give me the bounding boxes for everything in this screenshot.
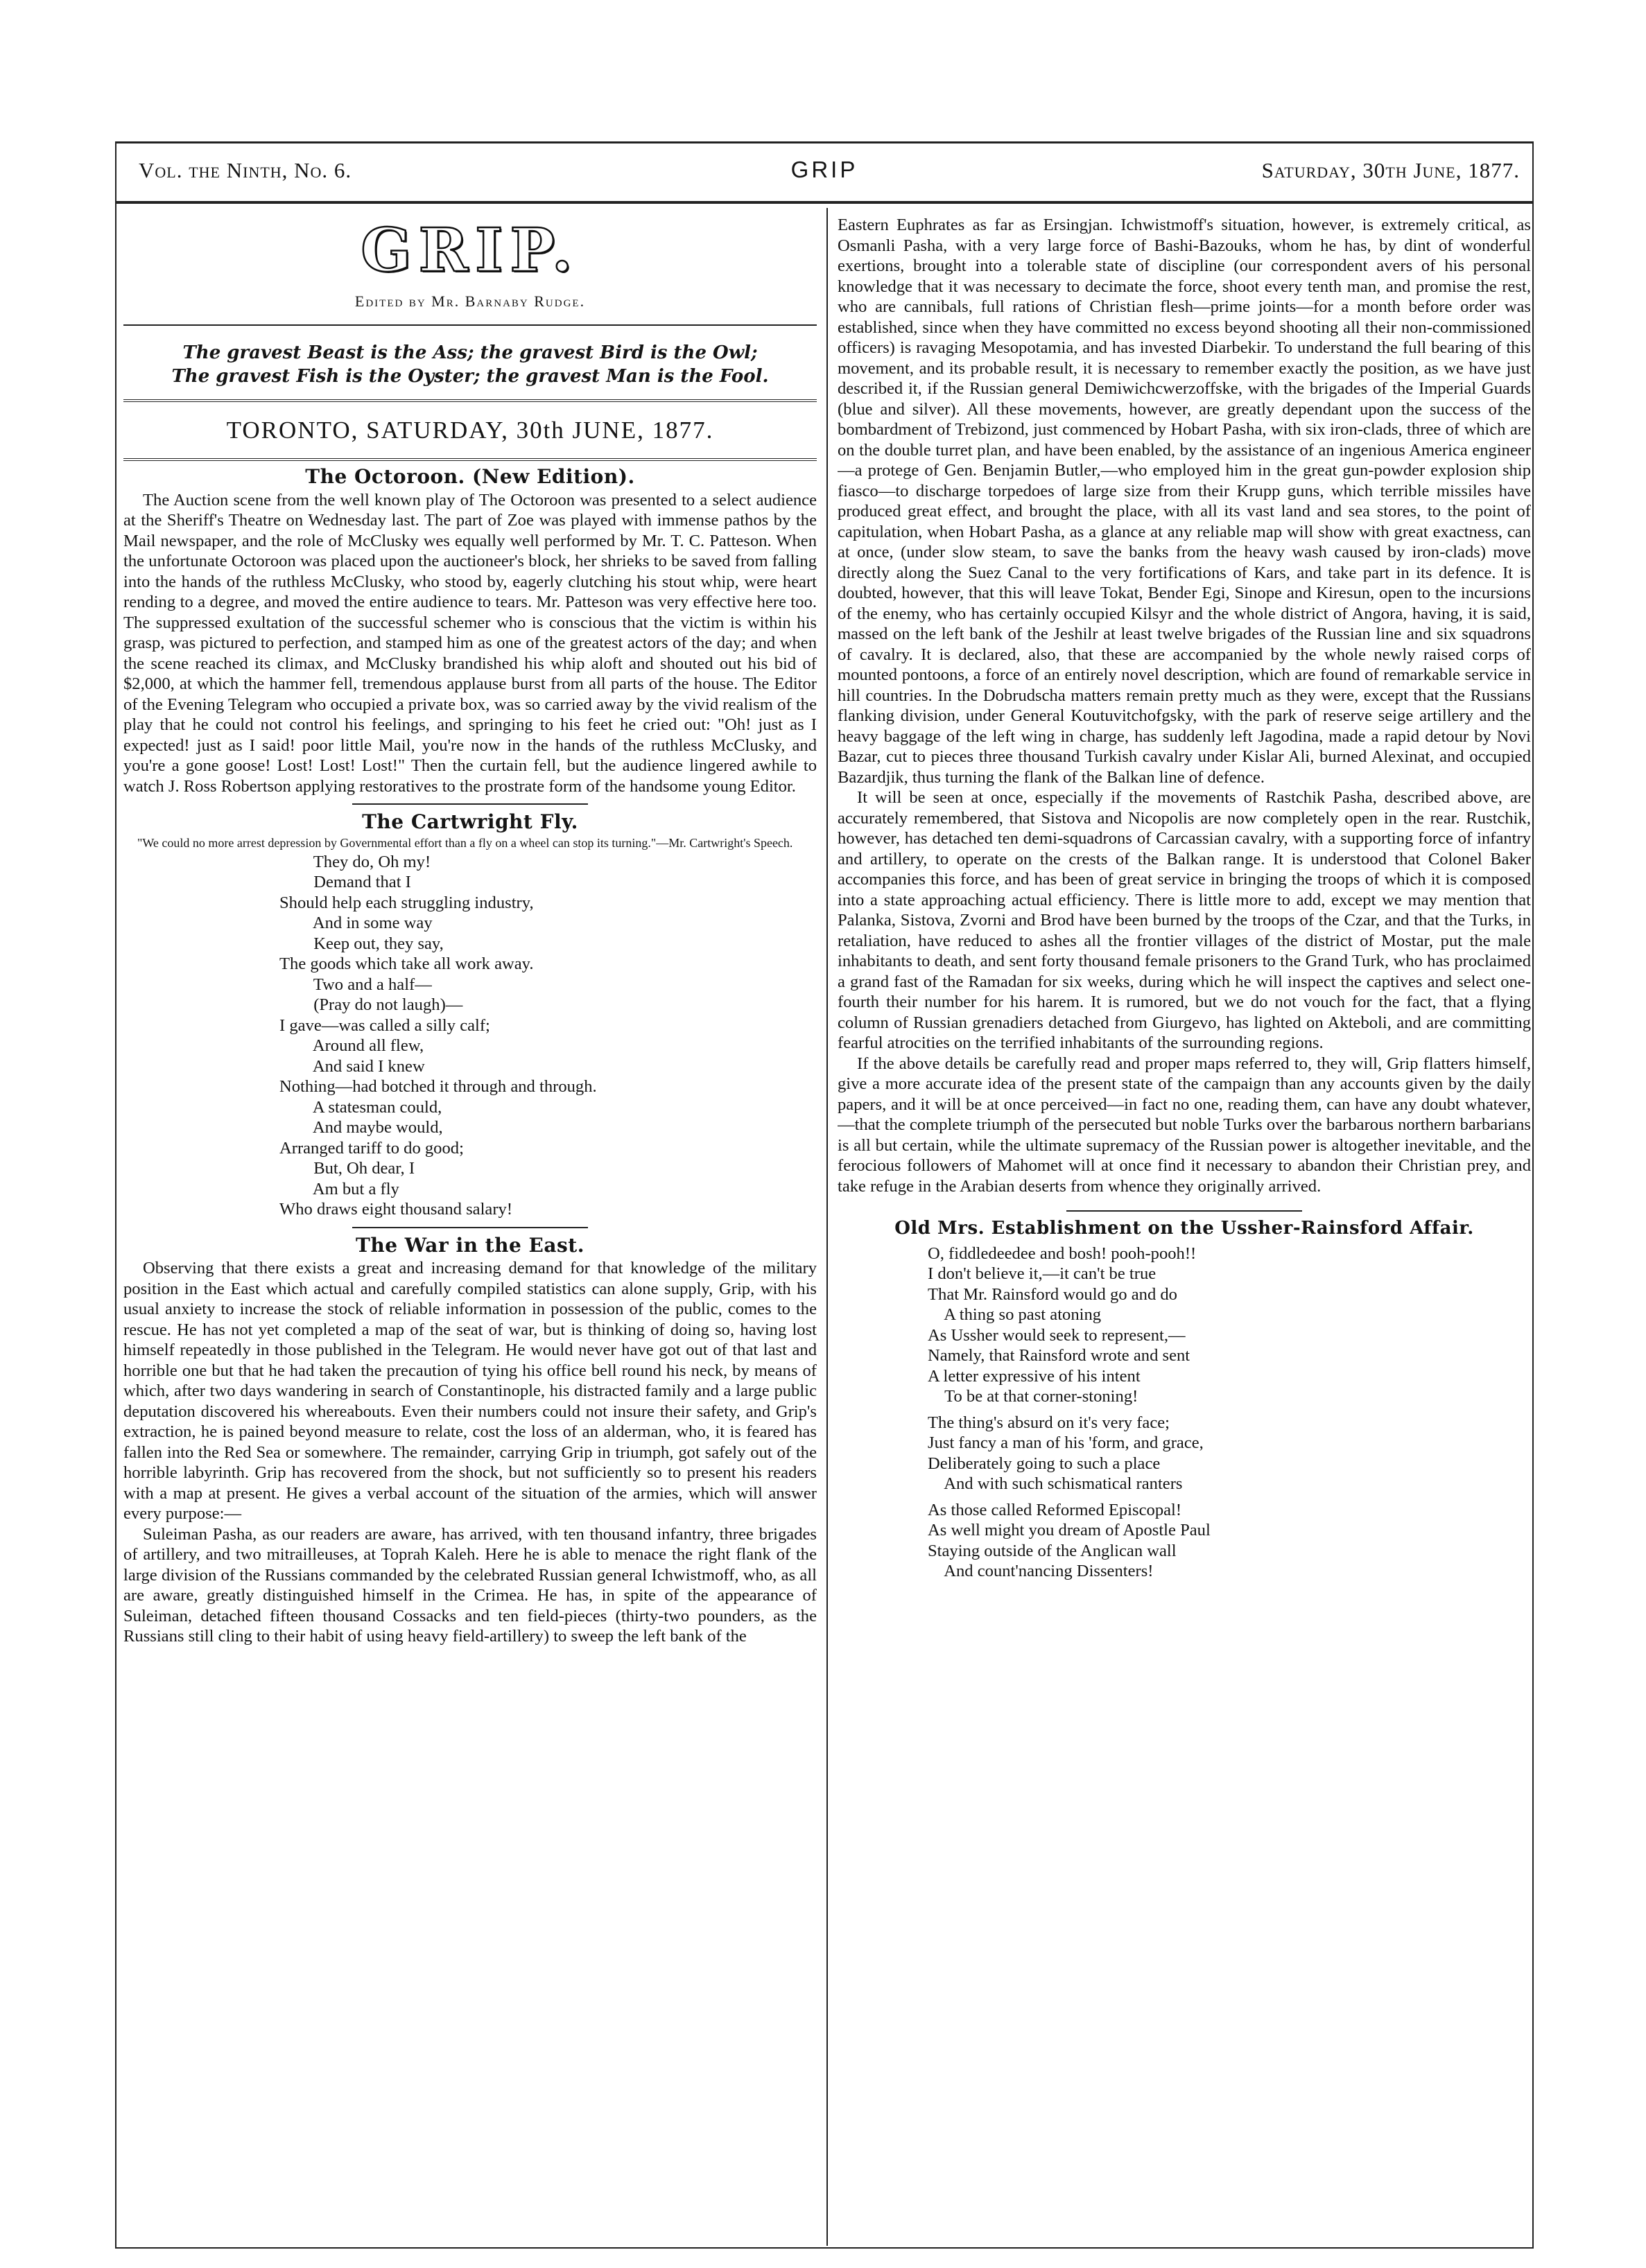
poem-line: And count'nancing Dissenters!	[928, 1562, 1154, 1580]
octoroon-body: The Auction scene from the well known play of The Octoroon was presented to a select audience at the Sheriff's Theatre on Wednesday last. The part of Zoe was played with immense pathos by the Mail newspaper, and the role of McClusky wes equally well performed by Mr. T. C. Patteson. When the unfortunate Octoroon was placed upon the auctioneer's block, her shrieks to be saved from falling into the hands of the ruthless McClusky, who stood by, eagerly clutching his stout whip, were heart rending to a degree, and moved the entire audience to tears. Mr. Patteson was very effective here too. The suppressed exultation of the successful schemer who is conscious that the victim is within his grasp, was pictured to perfection, and stamped him as one of the greatest actors of the day; and when the scene reached its climax, and McClusky brandished his whip aloft and shouted out his bid of $2,000, at which the hammer fell, tremendous applause burst from all parts of the house. The Editor of the Evening Telegram who occupied a private box, was so carried away by the vivid realism of the play that he could not control his feelings, and springing to his feet he cried out: "Oh! just as I expected! just as I said! poor little Mail, you're now in the hands of the ruthless McClusky, and you're a gone goose! Lost! Lost! Lost!" Then the curtain fell, but the audience lingered awhile to watch J. Ross Robertson applying restoratives to the prostrate form of the handsome young Editor.	[123, 490, 817, 796]
poem-line: Arranged tariff to do good;	[279, 1138, 464, 1158]
left-border	[115, 141, 116, 2249]
header-rule	[115, 201, 1534, 204]
poem-line: Just fancy a man of his 'form, and grace,	[928, 1433, 1204, 1452]
volume-number: Vol. the Ninth, No. 6.	[139, 158, 352, 182]
poem-line: I gave—was called a silly calf;	[279, 1015, 490, 1035]
divider-3	[1066, 1210, 1302, 1212]
poem-line: That Mr. Rainsford would go and do	[928, 1284, 1177, 1304]
poem-line: To be at that corner-stoning!	[928, 1387, 1138, 1406]
poem-line: Two and a half—	[279, 975, 432, 994]
top-rule	[115, 141, 1534, 143]
war-paragraph-1: Observing that there exists a great and increasing demand for that knowledge of the military position in the East which actual and carefully compiled statistics can alone supply, Grip, with his usual anxiety to increase the stock of reliable information in possession of the public, comes to the rescue. He has not yet completed a map of the seat of war, but is thinking of doing so, having lost himself repeatedly in those published in the Telegram. He would never have got out of that last and horrible one but that he had taken the precaution of tying his office bell round his neck, by means of which, after two days wandering in search of Constantinople, his distracted family and a large public deputation discovered his whereabouts. Even their numbers could not insure their safety, and Grip's extraction, he is pained beyond measure to relate, cost the loss of an alderman, who, it is feared has fallen into the Red Sea or somewhere. The remainder, carrying Grip in triumph, got safely out of the horrible labyrinth. Grip has recovered from the shock, but not sufficiently so to present his readers with a map at present. He gives a verbal account of the situation of the armies, which will answer every purpose:—	[123, 1259, 817, 1523]
motto-rule	[123, 399, 817, 402]
motto-line-1: The gravest Beast is the Ass; the gravest Bird is the Owl;	[182, 342, 758, 363]
divider-1	[352, 803, 588, 805]
grip-logo: GRIP.	[361, 216, 580, 286]
poem-line: O, fiddledeedee and bosh! pooh-pooh!!	[928, 1244, 1197, 1263]
poem-line: Nothing—had botched it through and through.	[279, 1077, 597, 1096]
left-column	[123, 215, 817, 2267]
poem-line: Staying outside of the Anglican wall	[928, 1541, 1177, 1560]
establishment-title: Old Mrs. Establishment on the Ussher-Rainsford Affair.	[894, 1218, 1474, 1239]
divider-2	[352, 1227, 588, 1228]
war-paragraph-5: If the above details be carefully read and proper maps referred to, they will, Grip flatters himself, give a more accurate idea of the present state of the campaign than any accounts given by the daily papers, and it will be at once perceived—in fact no one, reading them, can have any doubt whatever,—that the complete triumph of the persecuted but noble Turks over the barbarous northern barbarians is all but certain, while the ultimate supremacy of the Russian power is altogether inevitable, and the ferocious followers of Mahomet will at once find it necessary to abandon their Christian prey, and take refuge in the Arabian deserts from whence they originally arrived.	[838, 1054, 1531, 1196]
dateline: TORONTO, SATURDAY, 30th JUNE, 1877.	[226, 416, 714, 444]
poem-line: Keep out, they say,	[279, 934, 444, 953]
cartwright-title: The Cartwright Fly.	[362, 810, 578, 833]
war-paragraph-3: Eastern Euphrates as far as Ersingjan. Ichwistmoff's situation, however, is extremely critical, as Osmanli Pasha, with a very large force of Bashi-Bazouks, whom he has, by dint of wonderful exertions, brought into a tolerable state of discipline (our correspondent avers of his personal knowledge that it was necessary to decimate the force, shoot every tenth man, and promise the rest, who are cannibals, full rations of Christian flesh—prime joints—for a month before order was established, since when they have committed no excess beyond shooting all their non-commissioned officers) is ravaging Mesopotamia, and has invested Diarbekir. To understand the full bearing of this movement, and its probable result, it is necessary to remember exactly the position, as we have just described it, if the Russian general Demiwichcwerzoffske, with the brigades of the Imperial Guards (blue and silver). All these movements, however, are greatly dependant upon the success of the bombardment of Trebizond, just commenced by Hobart Pasha, with six iron-clads, three of which are on the double turret plan, and have been enabled, by the assistance of an ingenious America engineer—a protege of Gen. Benjamin Butler,—who employed him in the great gun-powder explosion ship fiasco—to discharge torpedoes of large size from their Krupp guns, which terrible missiles have produced great effect, and brought the place, with all its vast land and sea stores, to the point of capitulation, when Hobart Pasha, as a glance at any reliable map will show with great exactness, can at once, (under slow steam, to save the banks from the heavy wash caused by iron-clads) move directly along the Suez Canal to the very fortifications of Kars, and take part in its defence. It is doubted, however, that this will leave Tokat, Bender Egi, Sinope and Kiresun, open to the incursions of the enemy, who has certainly occupied Kilsyr and the whole district of Angora, having, it is said, massed on the left bank of the Jeshilr at least twelve brigades of the Russian line and six squadrons of cavalry. It is declared, also, that these are accompanied by the whole newly raised corps of mounted pontoons, a force of an entirely novel description, which are found of remarkable service in hill countries. In the Dobrudscha matters remain pretty much as they were, except that the Russians flanking division, under General Koutuvitchofgsky, with the park of reserve seige artillery and the heavy baggage of the left wing in charge, has suddenly left Jagodina, made a rapid detour by Novi Bazar, cut to pieces three thousand Turkish cavalry under Kislar Ali, burned Alexinat, and occupied Bazardjik, thus turning the flank of the Balkan line of defence.	[838, 216, 1531, 787]
poem-line: But, Oh dear, I	[279, 1159, 415, 1178]
poem-line: They do, Oh my!	[279, 852, 431, 871]
header-date: Saturday, 30th June, 1877.	[1261, 158, 1520, 182]
poem-line: Deliberately going to such a place	[928, 1454, 1161, 1473]
establishment-poem	[838, 1244, 1531, 1582]
masthead-rule	[123, 324, 817, 326]
masthead	[123, 218, 817, 461]
poem-line: And in some way	[279, 914, 433, 932]
cartwright-epigraph: "We could no more arrest depression by Governmental effort than a fly on a wheel can stop its turning."—Mr. Cartwright's Speech.	[137, 835, 793, 850]
poem-line: A letter expressive of his intent	[928, 1366, 1141, 1386]
poem-line: I don't believe it,—it can't be true	[928, 1264, 1156, 1283]
poem-line: And with such schismatical ranters	[928, 1474, 1183, 1493]
poem-line: And said I knew	[279, 1056, 425, 1076]
poem-line: Demand that I	[279, 873, 411, 891]
war-paragraph-2: Suleiman Pasha, as our readers are aware, has arrived, with ten thousand infantry, three brigades of artillery, and two mitrailleuses, at Toprah Kaleh. Here he is able to menace the right flank of the large division of the Russians commanded by the celebrated Russian general Ichwistmoff, who, as all are aware, greatly distinguished himself in the Crimea. He has, in spite of the appearance of Suleiman, detached fifteen thousand Cossacks and ten field-pieces (thirty-two pounders, as the Russians still cling to their habit of using heavy field-artillery) to sweep the left bank of the	[123, 1524, 817, 1646]
poem-line: As those called Reformed Episcopal!	[928, 1500, 1182, 1519]
poem-line: The goods which take all work away.	[279, 954, 534, 973]
page-header	[115, 151, 1534, 187]
poem-line: And maybe would,	[279, 1118, 443, 1137]
poem-line: A thing so past atoning	[928, 1305, 1102, 1324]
dateline-rule	[123, 458, 817, 461]
war-paragraph-4: It will be seen at once, especially if the movements of Rastchik Pasha, described above, are accurately remembered, that Sistova and Nicopolis are now completely open in the rear. Rustchik, however, has detached ten demi-squadrons of Carcassian cavalry, with a supporting force of infantry and artillery, to operate on the crests of the Balkan range. It is understood that Colonel Baker accompanies this force, and has been of great service in bringing the troops of which it is composed into a state approaching actual efficiency. There is little more to add, except we may mention that Palanka, Sistova, Zvorni and Brod have been burned by the troops of the Czar, and that the Turks, in retaliation, have reduced to ashes all the frontier villages of the district of Mostar, put the male inhabitants to death, and sent forty thousand female prisoners to the Grand Turk, who has proclaimed a grand fast of the Ramadan for six weeks, during which he will inspect the captives and select one-fourth their number for his harem. It is rumored, but we do not vouch for the fact, that a flying column of Russian grenadiers detached from Giurgevo, has lighted on Akteboli, and are committing fearful atrocities on the terrified inhabitants of the surrounding regions.	[838, 788, 1531, 1052]
right-border	[1532, 141, 1534, 2249]
poem-line: Should help each struggling industry,	[279, 893, 534, 912]
right-column	[838, 215, 1531, 2267]
poem-line: (Pray do not laugh)—	[279, 995, 463, 1014]
header-title: GRIP	[790, 157, 858, 182]
poem-line: The thing's absurd on it's very face;	[928, 1413, 1170, 1432]
poem-line: As Ussher would seek to represent,—	[928, 1325, 1186, 1345]
poem-line: As well might you dream of Apostle Paul	[928, 1521, 1211, 1539]
poem-line: Namely, that Rainsford wrote and sent	[928, 1346, 1190, 1365]
motto	[123, 341, 817, 388]
motto-line-2: The gravest Fish is the Oyster; the gravest Man is the Fool.	[171, 365, 769, 387]
cartwright-poem	[123, 852, 817, 1220]
poem-line: A statesman could,	[279, 1097, 442, 1117]
column-divider	[826, 208, 828, 2246]
poem-line: Am but a fly	[279, 1179, 399, 1198]
poem-line: Who draws eight thousand salary!	[279, 1200, 513, 1219]
octoroon-title: The Octoroon. (New Edition).	[305, 465, 635, 488]
poem-line: Around all flew,	[279, 1036, 424, 1055]
editor-line: Edited by Mr. Barnaby Rudge.	[354, 293, 586, 310]
war-title: The War in the East.	[356, 1233, 584, 1257]
